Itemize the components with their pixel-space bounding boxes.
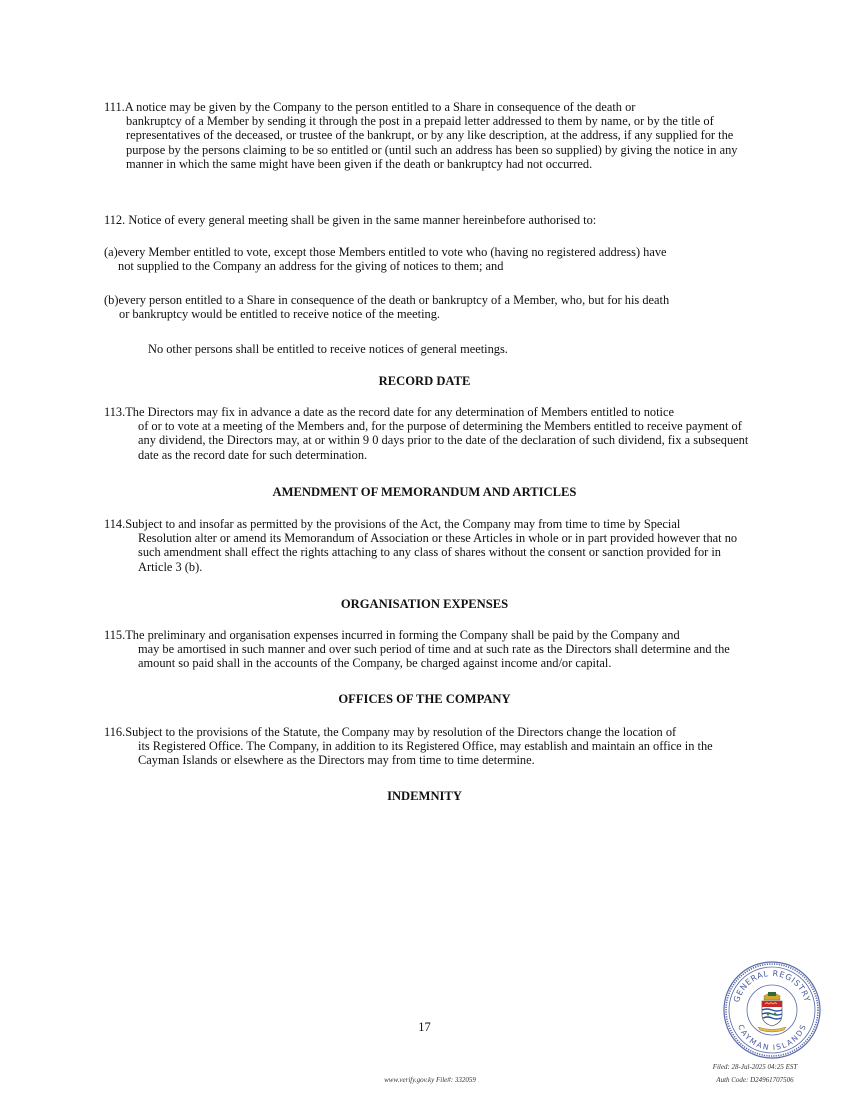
article-112-a: [104, 245, 749, 273]
article-112: [104, 213, 749, 227]
article-113-body: of or to vote at a meeting of the Members and, for the purpose of determining the Members entitled to receive payment of any dividend, the Directors may, at or within 9 0 days prior to the date of the declaration of such dividend, fix a subsequent date as the record date for such determination.: [138, 419, 749, 462]
seal-top-text: GENERAL REGISTRY: [731, 968, 813, 1004]
article-112-text: 112. Notice of every general meeting shall be given in the same manner hereinbefore authorised to:: [104, 213, 597, 227]
article-114-body: Resolution alter or amend its Memorandum of Association or these Articles in whole or in part provided however that no such amendment shall effect the rights attaching to any class of shares without the consent or sanction provided for in Article 3 (b).: [138, 531, 738, 574]
article-111-body: bankruptcy of a Member by sending it through the post in a prepaid letter addressed to them by name, or by the title of representatives of the deceased, or trustee of the bankrupt, or by any like description, at the address, if any supplied for the purpose by the persons claiming to be so entitled or (until such an address has been so supplied) by giving the notice in any manner in which the same might have been given if the death or bankruptcy had not occurred.: [126, 114, 738, 171]
article-112-a-body: not supplied to the Company an address for the giving of notices to them; and: [118, 259, 504, 274]
filed-stamp-date: Filed: 28-Jul-2025 04:25 EST: [712, 1063, 798, 1071]
article-112-b: [104, 293, 749, 321]
heading-organisation-expenses: ORGANISATION EXPENSES: [340, 597, 509, 611]
article-116: [104, 725, 752, 768]
article-112-b-first-line: (b)every person entitled to a Share in consequence of the death or bankruptcy of a Member, who, but for his death: [104, 293, 670, 307]
heading-indemnity: INDEMNITY: [387, 789, 462, 803]
article-115: [104, 628, 749, 671]
article-112-b-body: or bankruptcy would be entitled to receive notice of the meeting.: [119, 307, 441, 322]
heading-offices: OFFICES OF THE COMPANY: [338, 692, 511, 706]
article-113-first-line: 113.The Directors may fix in advance a date as the record date for any determination of Members entitled to notice: [104, 405, 674, 419]
article-115-body: may be amortised in such manner and over such period of time and at such rate as the Directors shall determine and the amount so paid shall in the accounts of the Company, be charged against income and/or capital.: [138, 642, 730, 671]
general-registry-seal-icon: [722, 960, 822, 1060]
article-116-first-line: 116.Subject to the provisions of the Statute, the Company may by resolution of the Directors change the location of: [104, 725, 677, 739]
heading-amendment: AMENDMENT OF MEMORANDUM AND ARTICLES: [272, 485, 577, 499]
article-113: [104, 405, 749, 462]
filed-stamp-auth-code: Auth Code: D24961707506: [716, 1076, 794, 1084]
page-number: 17: [418, 1020, 431, 1034]
article-115-first-line: 115.The preliminary and organisation expenses incurred in forming the Company shall be paid by the Company and: [104, 628, 680, 642]
heading-record-date: RECORD DATE: [378, 374, 471, 388]
article-111-first-line: 111.A notice may be given by the Company to the person entitled to a Share in consequence of the death or: [104, 100, 636, 114]
article-112-note-text: No other persons shall be entitled to receive notices of general meetings.: [148, 342, 508, 356]
article-112-a-first-line: (a)every Member entitled to vote, except those Members entitled to vote who (having no registered address) have: [104, 245, 667, 259]
article-112-note: [148, 342, 748, 356]
article-114-first-line: 114.Subject to and insofar as permitted by the provisions of the Act, the Company may from time to time by Special: [104, 517, 681, 531]
footer-verify-file: www.verify.gov.ky File#: 332059: [384, 1076, 476, 1084]
seal-bottom-text: CAYMAN ISLANDS: [736, 1023, 808, 1053]
article-114: [104, 517, 749, 574]
article-111: [104, 100, 749, 171]
article-116-body: its Registered Office. The Company, in addition to its Registered Office, may establish and maintain an office in the Cayman Islands or elsewhere as the Directors may from time to time determine.: [138, 739, 713, 768]
